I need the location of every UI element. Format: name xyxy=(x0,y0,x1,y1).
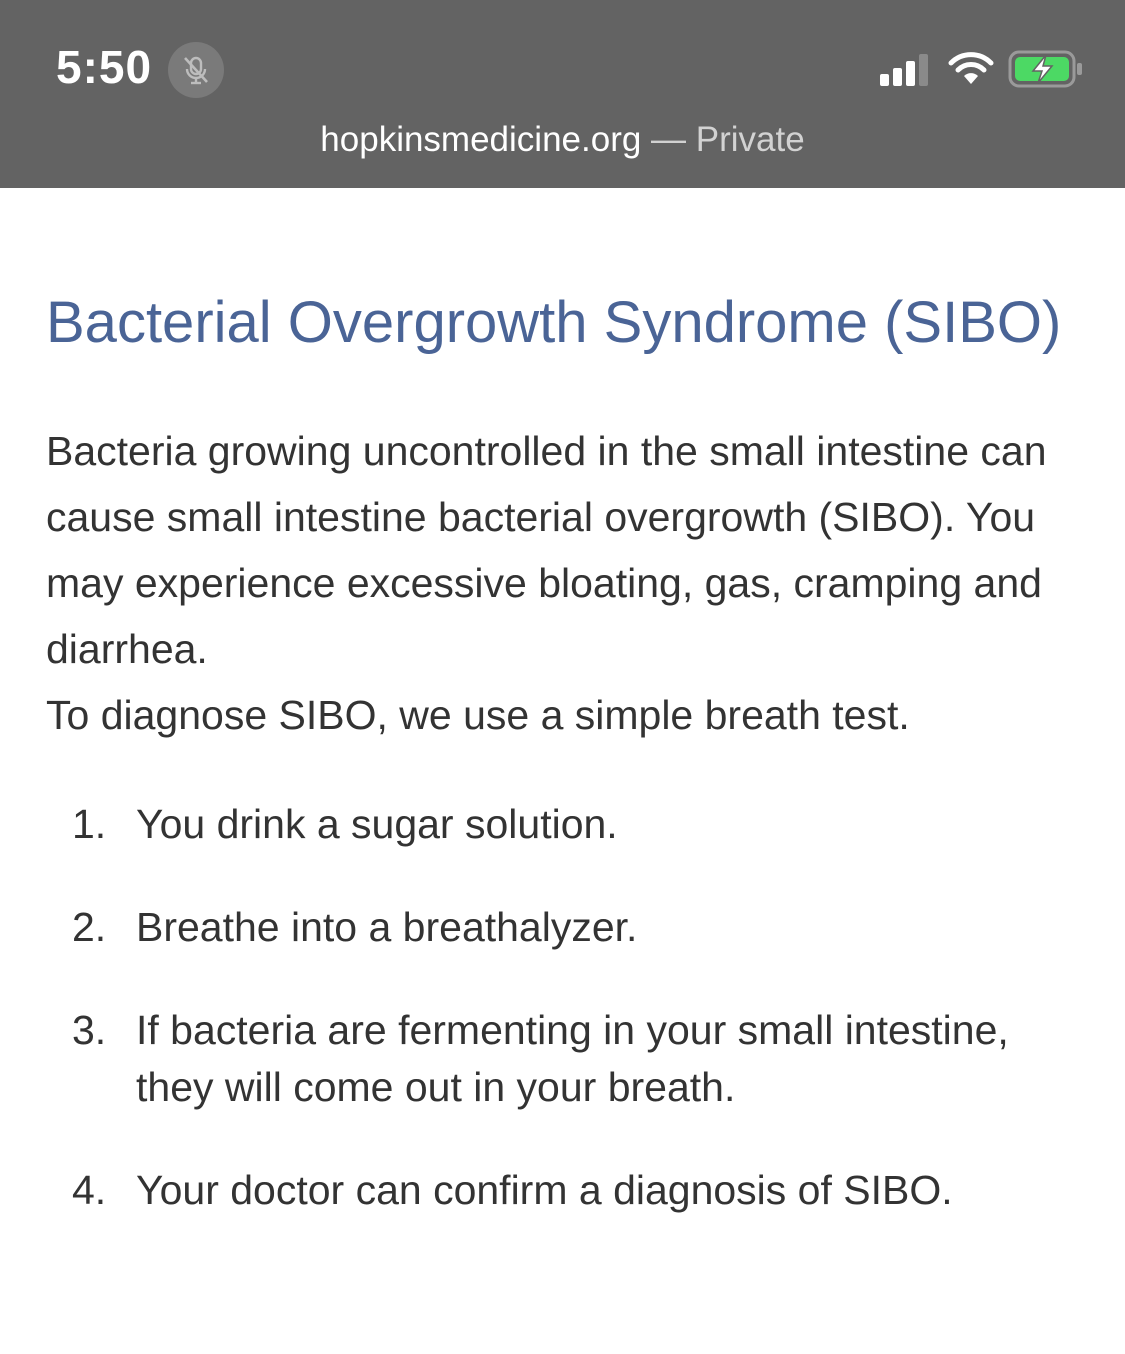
breath-test-steps xyxy=(46,796,1086,1219)
url-domain: hopkinsmedicine.org xyxy=(320,120,642,159)
intro-paragraph xyxy=(46,418,1086,748)
step-number: 4. xyxy=(72,1167,107,1213)
step-text: If bacteria are fermenting in your small intestine, they will come out in your breath. xyxy=(136,1007,1009,1110)
step-text: Breathe into a breathalyzer. xyxy=(136,904,638,950)
step-number: 1. xyxy=(72,801,107,847)
wifi-icon xyxy=(948,50,994,86)
list-item xyxy=(46,1162,1086,1219)
address-bar[interactable] xyxy=(0,120,1125,160)
status-time: 5:50 xyxy=(56,41,153,93)
list-item xyxy=(46,796,1086,853)
page-title: Bacterial Overgrowth Syndrome (SIBO) xyxy=(46,290,1062,355)
battery-charging-icon xyxy=(1008,50,1084,88)
cellular-signal-icon xyxy=(880,52,932,86)
mic-muted-icon[interactable] xyxy=(168,42,224,98)
url-separator: — xyxy=(641,120,696,159)
article xyxy=(46,286,1086,1265)
private-mode-label: Private xyxy=(695,120,805,159)
step-text: You drink a sugar solution. xyxy=(136,801,618,847)
step-number: 2. xyxy=(72,904,107,950)
diagnose-text: To diagnose SIBO, we use a simple breath test. xyxy=(46,692,910,738)
intro-text: Bacteria growing uncontrolled in the small intestine can cause small intestine bacterial overgrowth (SIBO). You may experience excessive bloating, gas, cramping and diarrhea. xyxy=(46,428,1047,672)
list-item xyxy=(46,1002,1086,1116)
step-number: 3. xyxy=(72,1007,107,1053)
step-text: Your doctor can confirm a diagnosis of SIBO. xyxy=(136,1167,953,1213)
status-and-url-bar xyxy=(0,0,1125,188)
list-item xyxy=(46,899,1086,956)
